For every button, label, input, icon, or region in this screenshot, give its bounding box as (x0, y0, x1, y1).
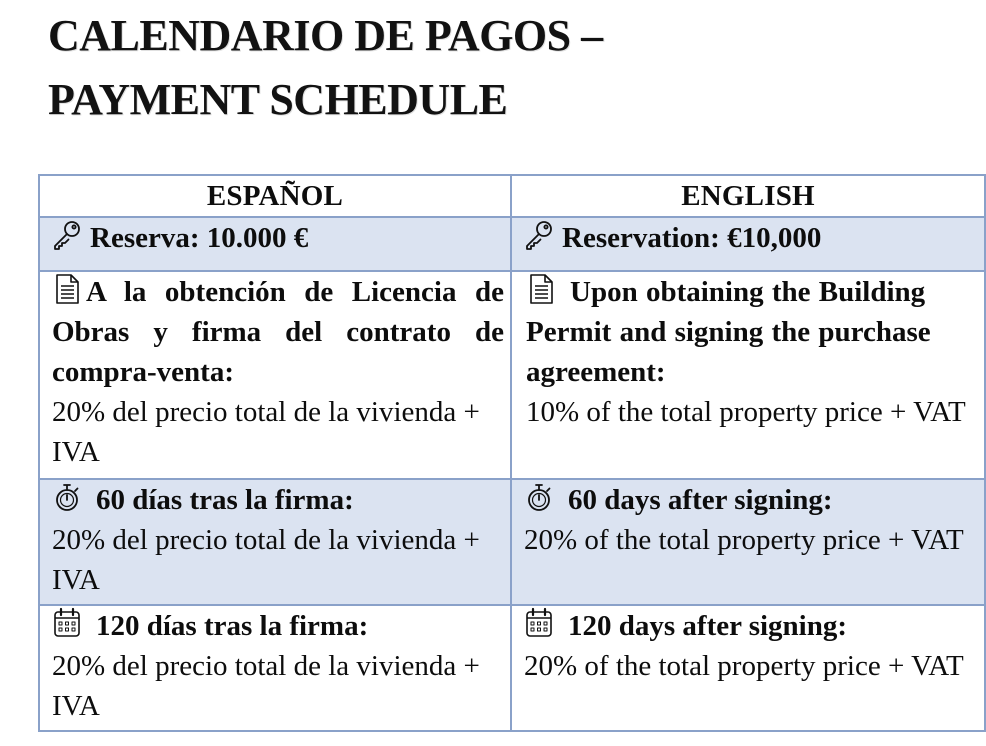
licence-en-heading: Upon obtaining the Building Permit and signing the purchase agreement: (526, 276, 931, 388)
60-days-en-heading: 60 days after signing: (568, 484, 833, 516)
licence-es-heading: A la obtención de Licencia de Obras y firma del contrato de compra-venta: (52, 276, 504, 388)
60-days-es-heading: 60 días tras la firma: (96, 484, 354, 516)
cell-reservation-es (39, 217, 511, 271)
stopwatch-icon (52, 481, 82, 513)
cell-60-days-en (511, 479, 985, 605)
key-icon (52, 219, 82, 251)
cell-120-days-en (511, 605, 985, 731)
key-icon (524, 219, 554, 251)
payment-schedule-table (38, 174, 986, 732)
table-row-licence (39, 271, 985, 479)
header-english: ENGLISH (511, 175, 985, 217)
reservation-es-heading: Reserva: 10.000 € (90, 222, 309, 254)
title-line-1: CALENDARIO DE PAGOS – (48, 11, 603, 60)
cell-licence-en (511, 271, 985, 479)
calendar-icon (524, 607, 554, 639)
licence-es-text: 20% del precio total de la vivienda + IVA (52, 396, 480, 468)
120-days-en-heading: 120 days after signing: (568, 610, 848, 642)
cell-reservation-en (511, 217, 985, 271)
cell-licence-es (39, 271, 511, 479)
table-header-row (39, 175, 985, 217)
60-days-es-text: 20% del precio total de la vivienda + IVA (52, 524, 480, 596)
title-line-2: PAYMENT SCHEDULE (48, 75, 508, 124)
table-row-reservation (39, 217, 985, 271)
table-row-120-days (39, 605, 985, 731)
page-title (48, 4, 948, 132)
reservation-en-heading: Reservation: €10,000 (562, 222, 822, 254)
header-spanish: ESPAÑOL (39, 175, 511, 217)
120-days-es-heading: 120 días tras la firma: (96, 610, 369, 642)
stopwatch-icon (524, 481, 554, 513)
120-days-es-text: 20% del precio total de la vivienda + IVA (52, 650, 480, 722)
60-days-en-text: 20% of the total property price + VAT (524, 524, 964, 556)
document-icon (526, 273, 556, 305)
licence-en-text: 10% of the total property price + VAT (526, 396, 966, 428)
document-icon (52, 273, 82, 305)
120-days-en-text: 20% of the total property price + VAT (524, 650, 964, 682)
cell-60-days-es (39, 479, 511, 605)
cell-120-days-es (39, 605, 511, 731)
table-row-60-days (39, 479, 985, 605)
calendar-icon (52, 607, 82, 639)
